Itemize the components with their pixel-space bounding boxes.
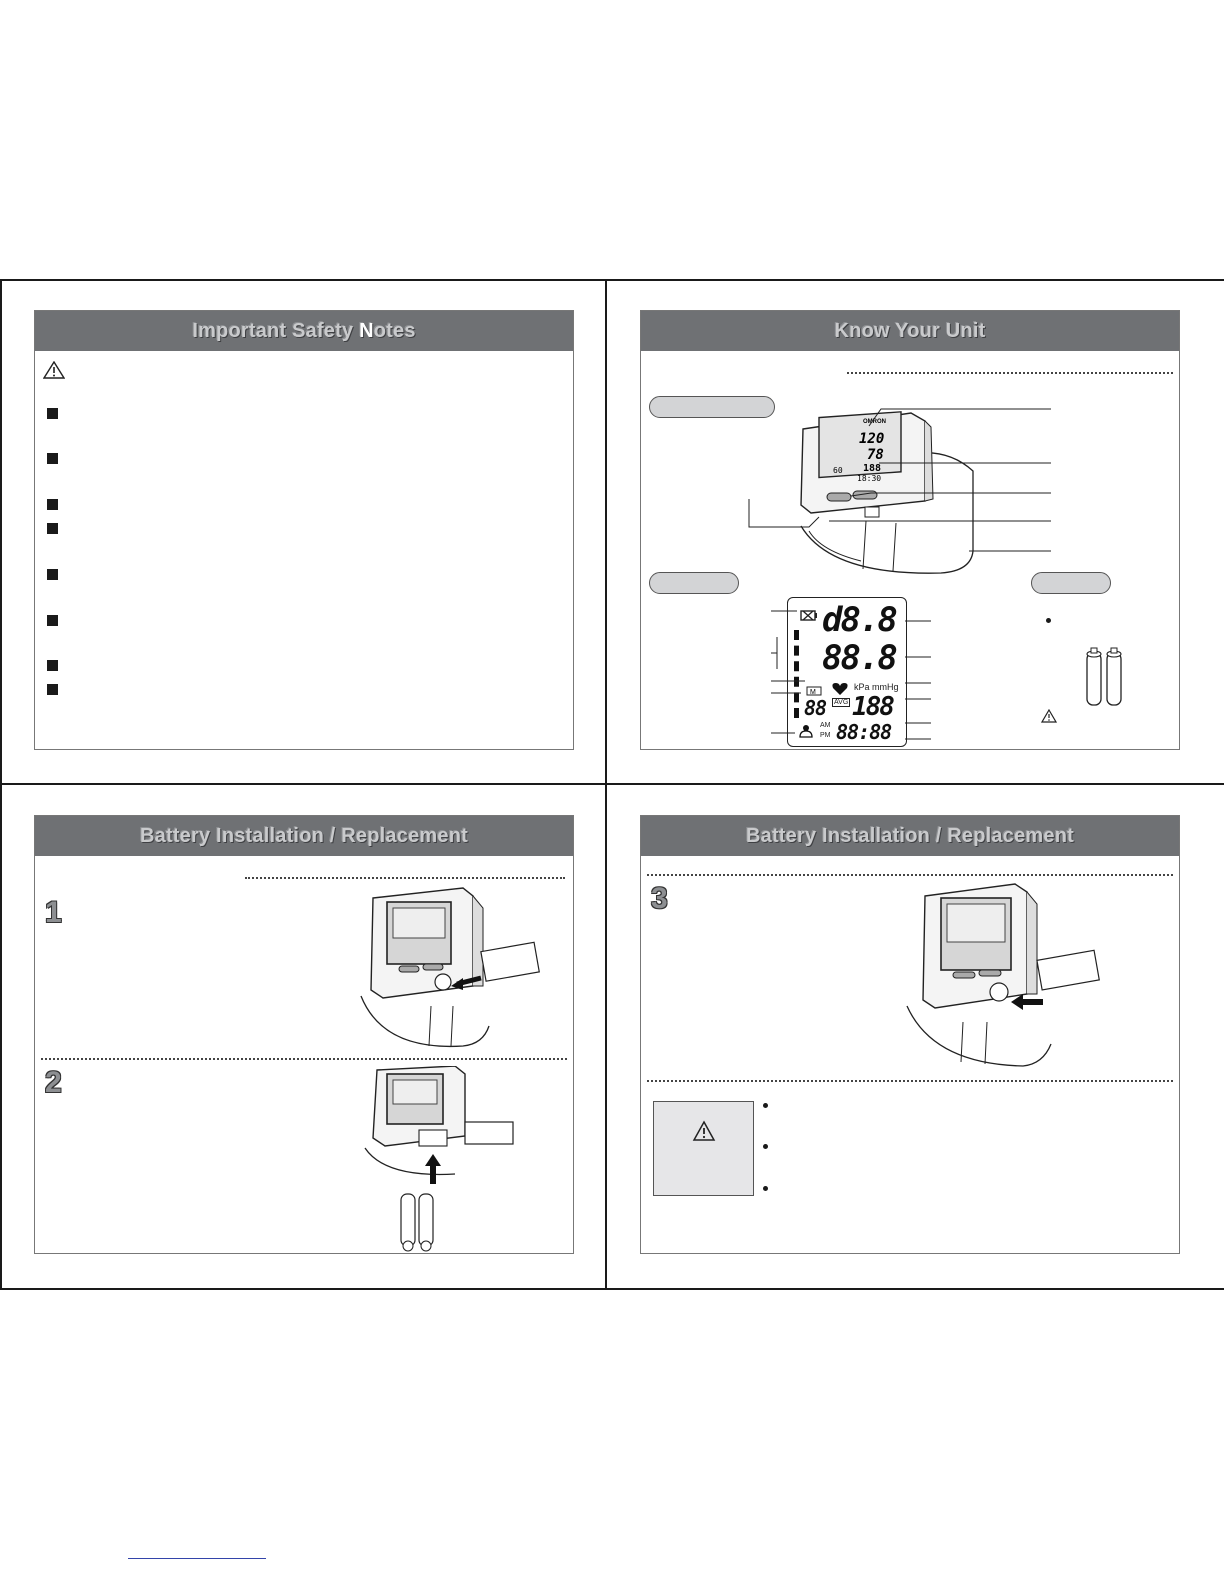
- caution-bullet-3: [763, 1186, 768, 1191]
- step1-divider: [245, 877, 565, 879]
- lcd-avg-badge: AVG: [834, 699, 849, 706]
- footer-link-underline[interactable]: [128, 1558, 266, 1559]
- wrist-monitor-illustration: [741, 401, 1161, 581]
- safety-banner: [35, 311, 573, 351]
- lcd-row1: d8.8: [822, 600, 896, 640]
- frame-bottom-line: [0, 1288, 1224, 1290]
- caution-box: [653, 1101, 754, 1196]
- device-dia: 78: [867, 447, 884, 463]
- note-bullet-6: [47, 615, 58, 626]
- note-bullet-8: [47, 684, 58, 695]
- caution-divider: [647, 1080, 1173, 1082]
- lcd-units: kPa mmHg: [854, 682, 899, 692]
- device-time: 18:30: [857, 474, 882, 483]
- battery-title-1: Battery Installation / Replacement: [139, 824, 468, 847]
- safety-panel: [34, 310, 574, 750]
- device-brand: OMRON: [863, 419, 886, 425]
- lcd-callouts: [761, 597, 941, 747]
- battery-icon: [1085, 647, 1125, 707]
- device-memory: 60: [833, 466, 843, 475]
- display-label-pill: [649, 572, 739, 594]
- step-1-number: 1: [45, 896, 62, 929]
- safety-title: Important Safety Notes: [192, 319, 416, 342]
- step-3-number: 3: [651, 882, 668, 915]
- battery-warning-icon: [1041, 709, 1057, 723]
- battery-panel-1: [34, 815, 574, 1254]
- step3-divider: [647, 874, 1173, 876]
- frame-middle-line: [0, 783, 1224, 785]
- know-unit-title: Know Your Unit: [834, 319, 986, 342]
- battery-banner-2: [641, 816, 1179, 856]
- device-pulse: 188: [863, 463, 882, 474]
- caution-bullet-2: [763, 1144, 768, 1149]
- caution-warning-icon: [692, 1120, 716, 1142]
- note-bullet-1: [47, 408, 58, 419]
- lcd-pm: PM: [820, 732, 831, 739]
- note-bullet-4: [47, 523, 58, 534]
- lcd-datetime: 88:88: [836, 720, 892, 744]
- step1-illustration: [343, 886, 555, 1056]
- note-bullet-3: [47, 499, 58, 510]
- battery-panel-2: [640, 815, 1180, 1254]
- lcd-am: AM: [820, 722, 831, 729]
- battery-banner-1: [35, 816, 573, 856]
- caution-bullet-1: [763, 1103, 768, 1108]
- lcd-pulse: 188: [852, 692, 893, 722]
- step3-illustration: [903, 882, 1113, 1074]
- warning-icon: [43, 361, 65, 379]
- step-2-number: 2: [45, 1066, 62, 1099]
- note-bullet-2: [47, 453, 58, 464]
- lcd-memory-digits: 88: [804, 696, 827, 720]
- device-sys: 120: [859, 431, 885, 447]
- header-divider: [847, 372, 1173, 374]
- know-unit-panel: [640, 310, 1180, 750]
- battery-bullet: [1046, 618, 1051, 623]
- frame-center-line: [605, 279, 607, 1290]
- note-bullet-7: [47, 660, 58, 671]
- svg-text:M: M: [810, 689, 816, 696]
- know-unit-banner: [641, 311, 1179, 351]
- note-bullet-5: [47, 569, 58, 580]
- lcd-row2: 88.8: [822, 638, 896, 678]
- battery-title-2: Battery Installation / Replacement: [745, 824, 1074, 847]
- frame-left-line: [0, 279, 2, 1290]
- step2-divider: [41, 1058, 567, 1060]
- step2-illustration: [355, 1066, 555, 1256]
- frame-top-line: [0, 279, 1224, 281]
